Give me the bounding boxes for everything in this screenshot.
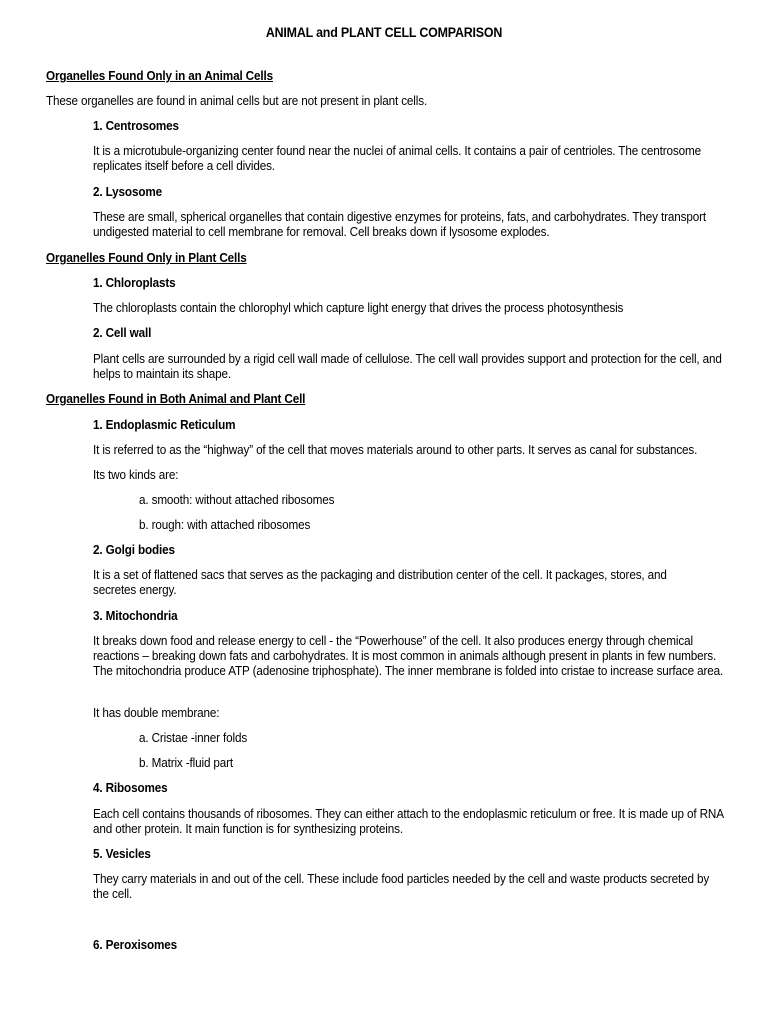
item-title-lysosome: 2. Lysosome	[93, 185, 162, 199]
mito-membrane-intro: It has double membrane:	[93, 706, 220, 720]
mito-part-matrix: b. Matrix -fluid part	[139, 756, 234, 770]
section-heading-plant: Organelles Found Only in Plant Cells	[46, 251, 247, 265]
item-title-ribosomes: 4. Ribosomes	[93, 781, 168, 795]
er-kinds-intro: Its two kinds are:	[93, 468, 179, 482]
er-kind-rough: b. rough: with attached ribosomes	[139, 518, 311, 532]
item-title-chloroplasts: 1. Chloroplasts	[93, 276, 176, 290]
item-text-centrosomes: It is a microtubule-organizing center found near the nuclei of animal cells. It contains a pair of centrioles. The centrosome replicates itself before a cell divides.	[93, 144, 701, 174]
item-title-golgi: 2. Golgi bodies	[93, 543, 175, 557]
section-intro-animal: These organelles are found in animal cells but are not present in plant cells.	[46, 94, 428, 108]
item-text-chloroplasts: The chloroplasts contain the chlorophyl which capture light energy that drives the process photosynthesis	[93, 301, 624, 315]
item-text-cell-wall: Plant cells are surrounded by a rigid cell wall made of cellulose. The cell wall provides support and protection for the cell, and helps to maintain its shape.	[93, 352, 722, 382]
item-text-mitochondria: It breaks down food and release energy to cell - the “Powerhouse” of the cell. It also produces energy through chemical reactions – breaking down fats and carbohydrates. It is most common in animals although present in plants in few numbers. The mitochondria produce ATP (adenosine triphosphate). The inner membrane is folded into cristae to increase surface area.	[93, 634, 724, 679]
section-heading-animal: Organelles Found Only in an Animal Cells	[46, 69, 273, 83]
item-text-er: It is referred to as the “highway” of the cell that moves materials around to other parts. It serves as canal for substances.	[93, 443, 698, 457]
item-title-vesicles: 5. Vesicles	[93, 847, 151, 861]
item-title-er: 1. Endoplasmic Reticulum	[93, 418, 236, 432]
item-title-peroxisomes: 6. Peroxisomes	[93, 938, 177, 952]
section-heading-both: Organelles Found in Both Animal and Plant Cell	[46, 392, 306, 406]
item-text-lysosome: These are small, spherical organelles that contain digestive enzymes for proteins, fats, and carbohydrates. They transport undigested material to cell membrane for removal. Cell breaks down if lysosome explodes.	[93, 210, 706, 240]
item-title-mitochondria: 3. Mitochondria	[93, 609, 178, 623]
item-title-centrosomes: 1. Centrosomes	[93, 119, 179, 133]
mito-part-cristae: a. Cristae -inner folds	[139, 731, 248, 745]
item-text-golgi: It is a set of flattened sacs that serves as the packaging and distribution center of the cell. It packages, stores, and secretes energy.	[93, 568, 667, 598]
item-title-cell-wall: 2. Cell wall	[93, 326, 152, 340]
er-kind-smooth: a. smooth: without attached ribosomes	[139, 493, 335, 507]
item-text-ribosomes: Each cell contains thousands of ribosomes. They can either attach to the endoplasmic reticulum or free. It is made up of RNA and other protein. It main function is for synthesizing proteins.	[93, 807, 724, 837]
document-title: ANIMAL and PLANT CELL COMPARISON	[265, 25, 503, 40]
item-text-vesicles: They carry materials in and out of the cell. These include food particles needed by the cell and waste products secreted by the cell.	[93, 872, 710, 902]
